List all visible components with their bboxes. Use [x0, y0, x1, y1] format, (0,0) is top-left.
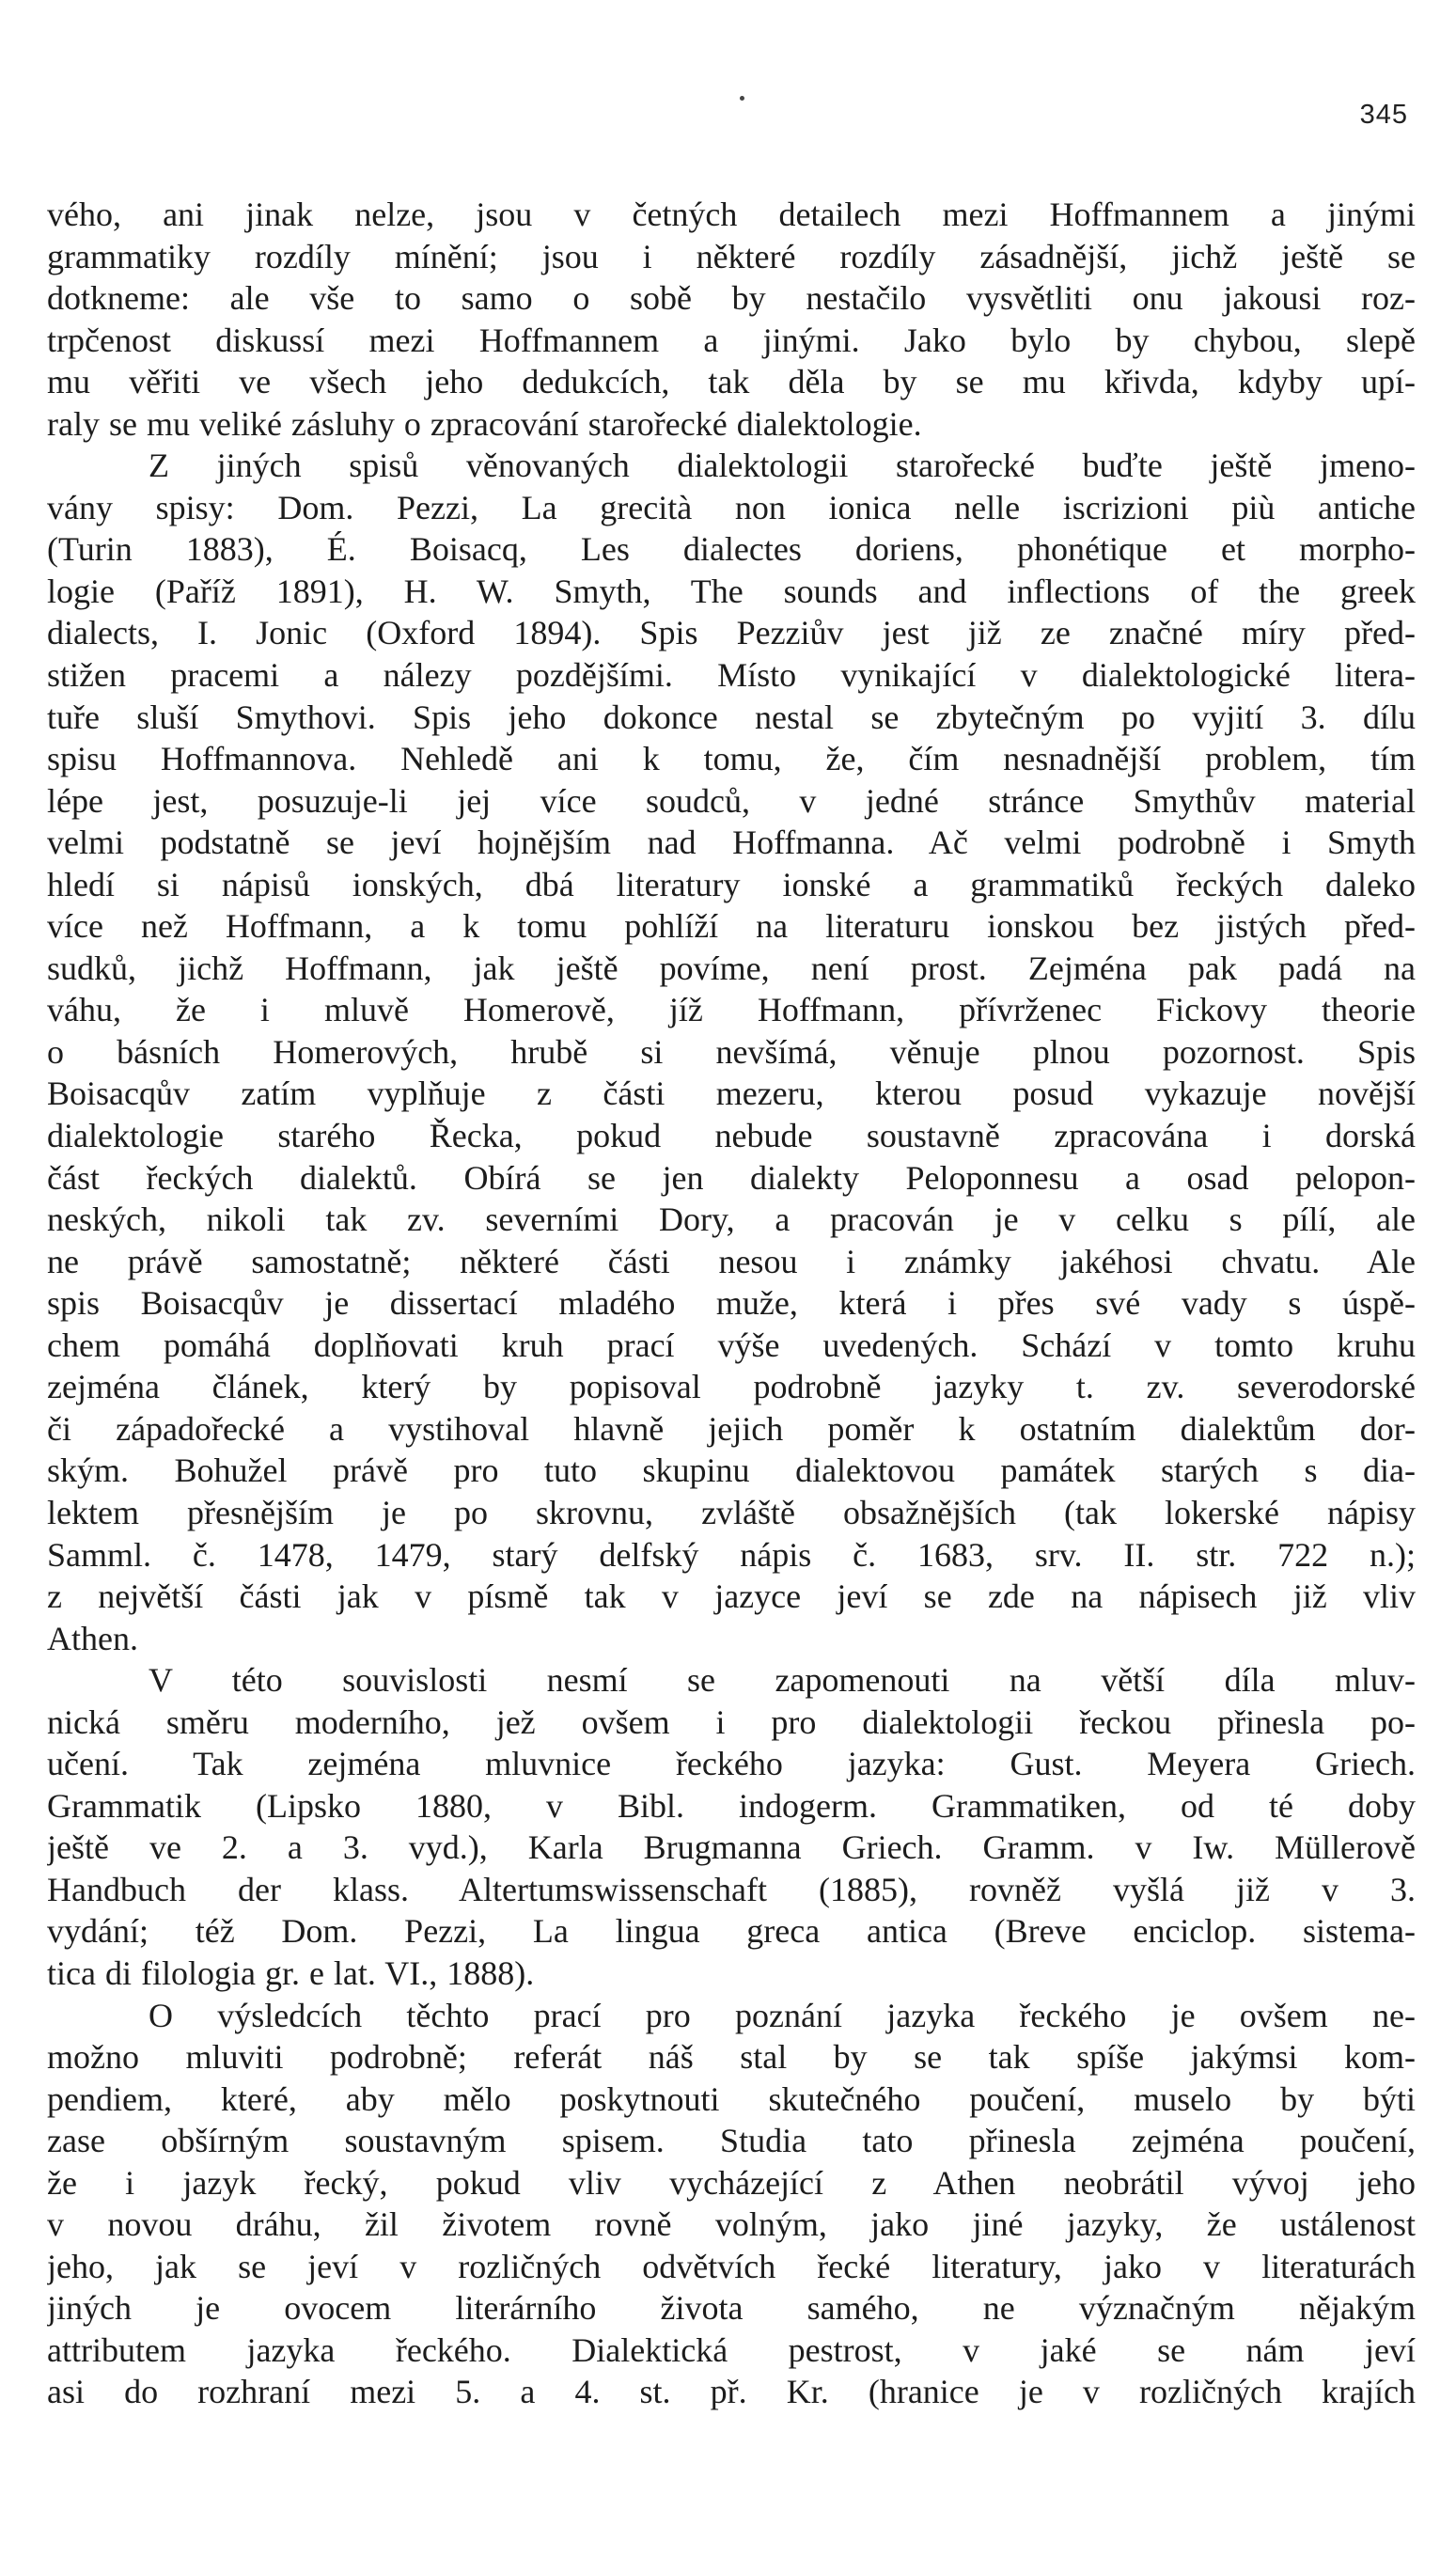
- text-line: stižen pracemi a nálezy pozdějšími. Místo vynikající v dialektologické litera-: [47, 656, 1416, 695]
- text-line: sudků, jichž Hoffmann, jak ještě povíme, není prost. Zejména pak padá na: [47, 949, 1416, 987]
- text-line: část řeckých dialektů. Obírá se jen dialekty Peloponnesu a osad pelopon-: [47, 1158, 1416, 1197]
- text-line: asi do rozhraní mezi 5. a 4. st. př. Kr. (hranice je v rozličných krajích: [47, 2373, 1416, 2411]
- text-line: jiných je ovocem literárního života samého, ne význačným nějakým: [47, 2289, 1416, 2328]
- text-line: attributem jazyka řeckého. Dialektická pestrost, v jaké se nám jeví: [47, 2330, 1416, 2369]
- text-line: O výsledcích těchto prací pro poznání jazyka řeckého je ovšem ne-: [149, 1996, 1416, 2034]
- text-line: zejména článek, který by popisoval podrobně jazyky t. zv. severodorské: [47, 1368, 1416, 1406]
- text-line: dialektologie starého Řecka, pokud nebude soustavně zpracována i dorská: [47, 1117, 1416, 1155]
- text-line: grammatiky rozdíly mínění; jsou i některé rozdíly zásadnější, jichž ještě se: [47, 237, 1416, 275]
- text-line: vydání; též Dom. Pezzi, La lingua greca antica (Breve enciclop. sistema-: [47, 1912, 1416, 1951]
- text-line: (Turin 1883), É. Boisacq, Les dialectes doriens, phonétique et morpho-: [47, 530, 1416, 569]
- text-line: váhu, že i mluvě Homerově, jíž Hoffmann, přívrženec Fickovy theorie: [47, 991, 1416, 1029]
- text-line: raly se mu veliké zásluhy o zpracování starořecké dialektologie.: [47, 404, 922, 443]
- text-line: Grammatik (Lipsko 1880, v Bibl. indogerm. Grammatiken, od té doby: [47, 1786, 1416, 1825]
- text-line: že i jazyk řecký, pokud vliv vycházející z Athen neobrátil vývoj jeho: [47, 2163, 1416, 2202]
- text-line: lektem přesnějším je po skrovnu, zvláště obsažnějších (tak lokerské nápisy: [47, 1493, 1416, 1531]
- text-line: lépe jest, posuzuje-li jej více soudců, v jedné stránce Smythův material: [47, 781, 1416, 820]
- text-line: učení. Tak zejména mluvnice řeckého jazyka: Gust. Meyera Griech.: [47, 1745, 1416, 1783]
- text-line: tica di filologia gr. e lat. VI., 1888).: [47, 1953, 535, 1992]
- text-line: tuře sluší Smythovi. Spis jeho dokonce nestal se zbytečným po vyjití 3. dílu: [47, 698, 1416, 736]
- text-line: či západořecké a vystihoval hlavně jejich poměr k ostatním dialektům dor-: [47, 1409, 1416, 1448]
- text-line: chem pomáhá doplňovati kruh prací výše uvedených. Schází v tomto kruhu: [47, 1326, 1416, 1364]
- text-line: logie (Paříž 1891), H. W. Smyth, The sounds and inflections of the greek: [47, 572, 1416, 610]
- text-line: spisu Hoffmannova. Nehledě ani k tomu, že, čím nesnadnější problem, tím: [47, 740, 1416, 778]
- text-line: ne právě samostatně; některé části nesou i známky jakéhosi chvatu. Ale: [47, 1242, 1416, 1280]
- text-line: možno mluviti podrobně; referát náš stal by se tak spíše jakýmsi kom-: [47, 2038, 1416, 2077]
- text-line: hledí si nápisů ionských, dbá literatury ionské a grammatiků řeckých daleko: [47, 865, 1416, 903]
- text-line: neských, nikoli tak zv. severními Dory, a pracován je v celku s pílí, ale: [47, 1200, 1416, 1239]
- text-line: dialects, I. Jonic (Oxford 1894). Spis Pezziův jest již ze značné míry před-: [47, 614, 1416, 652]
- text-line: spis Boisacqův je dissertací mladého muže, která i přes své vady s úspě-: [47, 1284, 1416, 1323]
- text-line: zase obšírným soustavným spisem. Studia tato přinesla zejména poučení,: [47, 2122, 1416, 2160]
- page-speck: [740, 96, 744, 101]
- text-line: v novou dráhu, žil životem rovně volným, jako jiné jazyky, že ustálenost: [47, 2205, 1416, 2244]
- text-line: Athen.: [47, 1619, 138, 1657]
- text-line: pendiem, které, aby mělo poskytnouti skutečného poučení, muselo by býti: [47, 2079, 1416, 2118]
- text-line: z největší části jak v písmě tak v jazyce jeví se zde na nápisech již vliv: [47, 1577, 1416, 1616]
- text-line: více než Hoffmann, a k tomu pohlíží na literaturu ionskou bez jistých před-: [47, 907, 1416, 946]
- text-line: vého, ani jinak nelze, jsou v četných detailech mezi Hoffmannem a jinými: [47, 196, 1416, 233]
- text-line: V této souvislosti nesmí se zapomenouti na větší díla mluv-: [149, 1661, 1416, 1700]
- text-line: Boisacqův zatím vyplňuje z části mezeru, kterou posud vykazuje novější: [47, 1075, 1416, 1113]
- text-line: vány spisy: Dom. Pezzi, La grecità non ionica nelle iscrizioni più antiche: [47, 488, 1416, 526]
- text-line: velmi podstatně se jeví hojnějším nad Hoffmanna. Ač velmi podrobně i Smyth: [47, 824, 1416, 862]
- text-line: jeho, jak se jeví v rozličných odvětvích řecké literatury, jako v literaturách: [47, 2247, 1416, 2285]
- text-line: nická směru moderního, jež ovšem i pro dialektologii řeckou přinesla po-: [47, 1702, 1416, 1741]
- text-line: mu věřiti ve všech jeho dedukcích, tak děla by se mu křivda, kdyby upí-: [47, 363, 1416, 401]
- body-text: [47, 194, 1416, 2413]
- text-line: Handbuch der klass. Altertumswissenschaft (1885), rovněž vyšlá již v 3.: [47, 1870, 1416, 1908]
- page-number: 345: [1359, 100, 1408, 130]
- text-line: Z jiných spisů věnovaných dialektologii starořecké buďte ještě jmeno-: [149, 447, 1416, 485]
- text-line: trpčenost diskussí mezi Hoffmannem a jinými. Jako bylo by chybou, slepě: [47, 321, 1416, 359]
- text-line: ještě ve 2. a 3. vyd.), Karla Brugmanna Griech. Gramm. v Iw. Müllerově: [47, 1828, 1416, 1867]
- text-line: dotkneme: ale vše to samo o sobě by nestačilo vysvětliti onu jakousi roz-: [47, 279, 1416, 318]
- text-line: ským. Bohužel právě pro tuto skupinu dialektovou památek starých s dia-: [47, 1451, 1416, 1490]
- text-line: o básních Homerových, hrubě si nevšímá, věnuje plnou pozornost. Spis: [47, 1032, 1416, 1071]
- text-line: Samml. č. 1478, 1479, starý delfský nápis č. 1683, srv. II. str. 722 n.);: [47, 1535, 1416, 1574]
